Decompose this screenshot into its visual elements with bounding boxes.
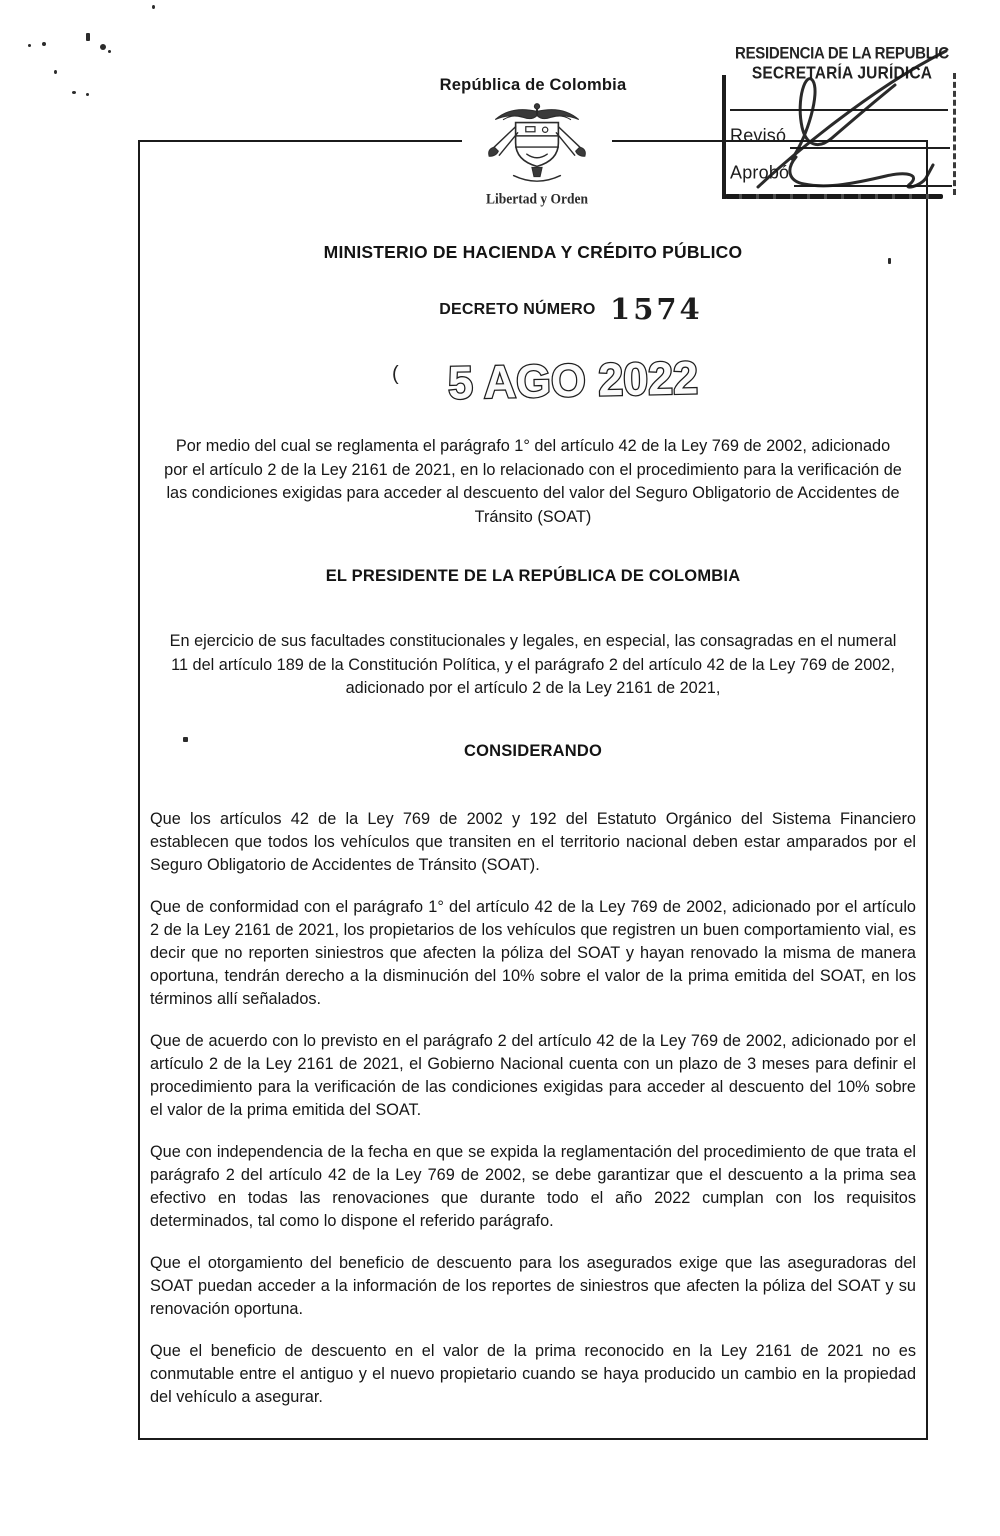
scan-speck bbox=[86, 93, 89, 96]
republic-header: República de Colombia bbox=[439, 76, 627, 94]
motto: Libertad y Orden bbox=[485, 190, 588, 207]
decree-number: 1574 bbox=[610, 292, 703, 326]
scan-speck bbox=[100, 44, 106, 50]
scan-speck bbox=[86, 33, 90, 41]
considering-paragraph-3: Que de acuerdo con lo previsto en el parágrafo 2 del artículo 42 de la Ley 769 de 2002, adicionado por el artículo 2 de la Ley 2161 de 2021, el Gobierno Nacional cuenta con un plazo de 3 meses para definir el procedimiento para la verificación de las condiciones exigidas para acceder al descuento del 10% sobre el valor de la prima emitida del SOAT. bbox=[150, 1031, 916, 1119]
ministry-title: MINISTERIO DE HACIENDA Y CRÉDITO PÚBLICO bbox=[323, 242, 743, 262]
considering-paragraph-5: Que el otorgamiento del beneficio de descuento para los asegurados exige que las aseguradoras del SOAT puedan acceder a la información de los reportes de siniestros que afecten la póliza del SOAT y su renovación oportuna. bbox=[150, 1253, 916, 1318]
considering-heading: CONSIDERANDO bbox=[463, 741, 603, 760]
scan-speck bbox=[42, 42, 46, 46]
stamp-line2: SECRETARÍA JURÍDICA bbox=[751, 63, 933, 83]
signature-scribble bbox=[750, 37, 965, 202]
reviso-label: Revisó bbox=[730, 124, 787, 146]
decree-summary: Por medio del cual se reglamenta el parágrafo 1° del artículo 42 de la Ley 769 de 2002, adicionado por el artículo 2 de la Ley 2161 de 2021, en lo relacionado con el procedimiento para la verificación de las condiciones exigidas para acceder al descuento del valor del Seguro Obligatorio de Accidentes de Tránsito (SOAT) bbox=[164, 437, 902, 526]
considering-paragraph-6: Que el beneficio de descuento en el valor de la prima reconocido en la Ley 2161 de 2021 no es conmutable entre el antiguo y el nuevo propietario cuando se haya producido un cambio en la propiedad del vehículo a asegurar. bbox=[150, 1341, 916, 1406]
open-paren: ( bbox=[392, 363, 399, 385]
aprobo-label: Aprobó bbox=[730, 161, 790, 183]
president-heading: EL PRESIDENTE DE LA REPÚBLICA DE COLOMBIA bbox=[325, 567, 741, 585]
considering-paragraph-2: Que de conformidad con el parágrafo 1° del artículo 42 de la Ley 769 de 2002, adicionado por el artículo 2 de la Ley 2161 de 2021, los propietarios de los vehículos que registren un buen comportamiento vial, es decir que no reporten siniestros que afecten la póliza del SOAT y hayan renovado la misma de manera oportuna, tendrán derecho a la disminución del 10% sobre el valor de la prima emitida del SOAT, en los términos allí señalados. bbox=[150, 897, 916, 1008]
scan-speck bbox=[108, 50, 111, 53]
scan-speck bbox=[152, 5, 155, 9]
scan-speck bbox=[28, 44, 31, 47]
powers-paragraph: En ejercicio de sus facultades constitucionales y legales, en especial, las consagradas en el numeral 11 del artículo 189 de la Constitución Política, y el parágrafo 2 del artículo 42 de la Ley 769 de 2002, adicionado por el artículo 2 de la Ley 2161 de 2021, bbox=[169, 632, 897, 697]
decree-date-line bbox=[150, 353, 916, 411]
decree-label: DECRETO NÚMERO bbox=[439, 301, 596, 318]
considering-paragraph-4: Que con independencia de la fecha en que se expida la reglamentación del procedimiento de que trata el parágrafo 2 del artículo 42 de la Ley 769 de 2002, se debe garantizar que el descuento a la prima sea efectivo en todas las renovaciones que durante todo el año 2022 cumplan con los requisitos determinados, tal como lo dispone el referido parágrafo. bbox=[150, 1142, 916, 1230]
svg-text:5 AGO 2022: 5 AGO 2022 bbox=[447, 351, 706, 409]
colombia-emblem-icon bbox=[481, 98, 593, 190]
secretaria-juridica-stamp bbox=[722, 45, 962, 205]
scan-speck bbox=[54, 70, 57, 74]
scan-speck bbox=[72, 91, 76, 94]
document-frame bbox=[138, 140, 928, 1440]
considering-paragraph-1: Que los artículos 42 de la Ley 769 de 2002 y 192 del Estatuto Orgánico del Sistema Financiero establecen que todos los vehículos que transiten en el territorio nacional deben estar amparados por el Seguro Obligatorio de Accidentes de Tránsito (SOAT). bbox=[150, 809, 916, 874]
decree-number-line bbox=[188, 293, 954, 327]
stamp-line1: RESIDENCIA DE LA REPUBLIC bbox=[735, 43, 949, 64]
date-stamp bbox=[422, 350, 723, 412]
coat-of-arms bbox=[462, 98, 612, 207]
stamp-left-border bbox=[722, 75, 726, 199]
